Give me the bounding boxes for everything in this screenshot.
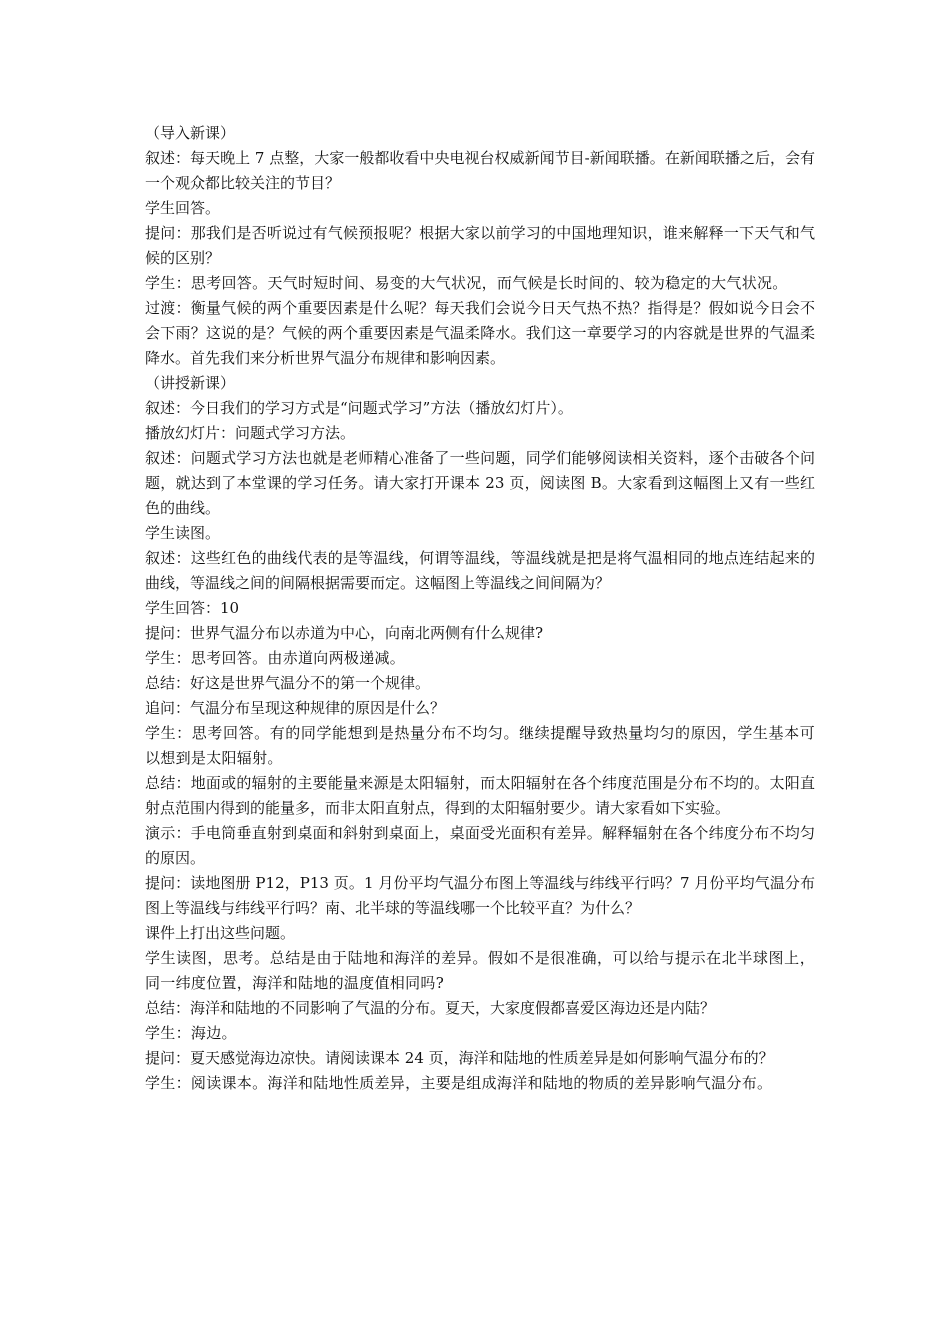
paragraph-question: 提问：夏天感觉海边凉快。请阅读课本 24 页，海洋和陆地的性质差异是如何影响气温分布的？	[145, 1049, 774, 1067]
paragraph-question: 提问：读地图册 P12，P13 页。1 月份平均气温分布图上等温线与纬线平行吗？7 月份平均气温分布图上等温线与纬线平行吗？南、北半球的等温线哪一个比较平直？为什么？	[145, 874, 815, 917]
paragraph-summary: 总结：地面或的辐射的主要能量来源是太阳辐射，而太阳辐射在各个纬度范围是分布不均的。太阳直射点范围内得到的能量多，而非太阳直射点，得到的太阳辐射要少。请大家看如下实验。	[145, 774, 815, 817]
paragraph-student: 学生读图，思考。总结是由于陆地和海洋的差异。假如不是很准确，可以给与提示在北半球图上，同一纬度位置，海洋和陆地的温度值相同吗?	[145, 949, 815, 992]
paragraph-transition: 过渡：衡量气候的两个重要因素是什么呢？每天我们会说今日天气热不热？指得是？假如说今日会不会下雨？这说的是？气候的两个重要因素是气温柔降水。我们这一章要学习的内容就是世界的气温柔降水。首先我们来分析世界气温分布规律和影响因素。	[145, 299, 815, 367]
paragraph-question: 提问：那我们是否听说过有气候预报呢？根据大家以前学习的中国地理知识，谁来解释一下天气和气候的区别？	[145, 224, 815, 267]
paragraph-courseware: 课件上打出这些问题。	[145, 924, 296, 942]
paragraph-narration: 叙述：每天晚上 7 点整，大家一般都收看中央电视台权威新闻节目-新闻联播。在新闻联播之后，会有一个观众都比较关注的节目？	[145, 149, 815, 192]
paragraph-narration: 叙述：这些红色的曲线代表的是等温线，何谓等温线，等温线就是把是将气温相同的地点连结起来的曲线，等温线之间的间隔根据需要而定。这幅图上等温线之间间隔为？	[145, 549, 815, 592]
paragraph-demo: 演示：手电筒垂直射到桌面和斜射到桌面上，桌面受光面积有差异。解释辐射在各个纬度分布不均匀的原因。	[145, 824, 815, 867]
paragraph-student: 学生：海边。	[145, 1024, 237, 1042]
paragraph-followup: 追问：气温分布呈现这种规律的原因是什么？	[145, 699, 446, 717]
paragraph-summary: 总结：海洋和陆地的不同影响了气温的分布。夏天，大家度假都喜爱区海边还是内陆？	[145, 999, 716, 1017]
paragraph-student: 学生：思考回答。由赤道向两极递减。	[145, 649, 406, 667]
paragraph-student: 学生：思考回答。天气时短时间、易变的大气状况，而气候是长时间的、较为稳定的大气状况。	[145, 274, 788, 292]
paragraph-summary: 总结：好这是世界气温分不的第一个规律。	[145, 674, 431, 692]
paragraph-narration: 叙述：问题式学习方法也就是老师精心准备了一些问题，同学们能够阅读相关资料，逐个击破各个问题，就达到了本堂课的学习任务。请大家打开课本 23 页，阅读图 B。大家看到这幅图上又有一些红色的曲线。	[145, 449, 815, 517]
paragraph-question: 提问：世界气温分布以赤道为中心，向南北两侧有什么规律?	[145, 624, 544, 642]
paragraph-student: 学生读图。	[145, 524, 221, 542]
paragraph-student: 学生：阅读课本。海洋和陆地性质差异，主要是组成海洋和陆地的物质的差异影响气温分布。	[145, 1074, 773, 1092]
paragraph-slide: 播放幻灯片：问题式学习方法。	[145, 424, 356, 442]
paragraph-intro-heading: （导入新课）	[145, 124, 236, 142]
paragraph-student: 学生：思考回答。有的同学能想到是热量分布不均匀。继续提醒导致热量均匀的原因，学生基本可以想到是太阳辐射。	[145, 724, 815, 767]
paragraph-lecture-heading: （讲授新课）	[145, 374, 236, 392]
paragraph-student: 学生回答：10	[145, 599, 240, 617]
document-page	[145, 121, 815, 1096]
paragraph-narration: 叙述：今日我们的学习方式是“问题式学习”方法（播放幻灯片）。	[145, 399, 573, 417]
paragraph-student: 学生回答。	[145, 199, 221, 217]
